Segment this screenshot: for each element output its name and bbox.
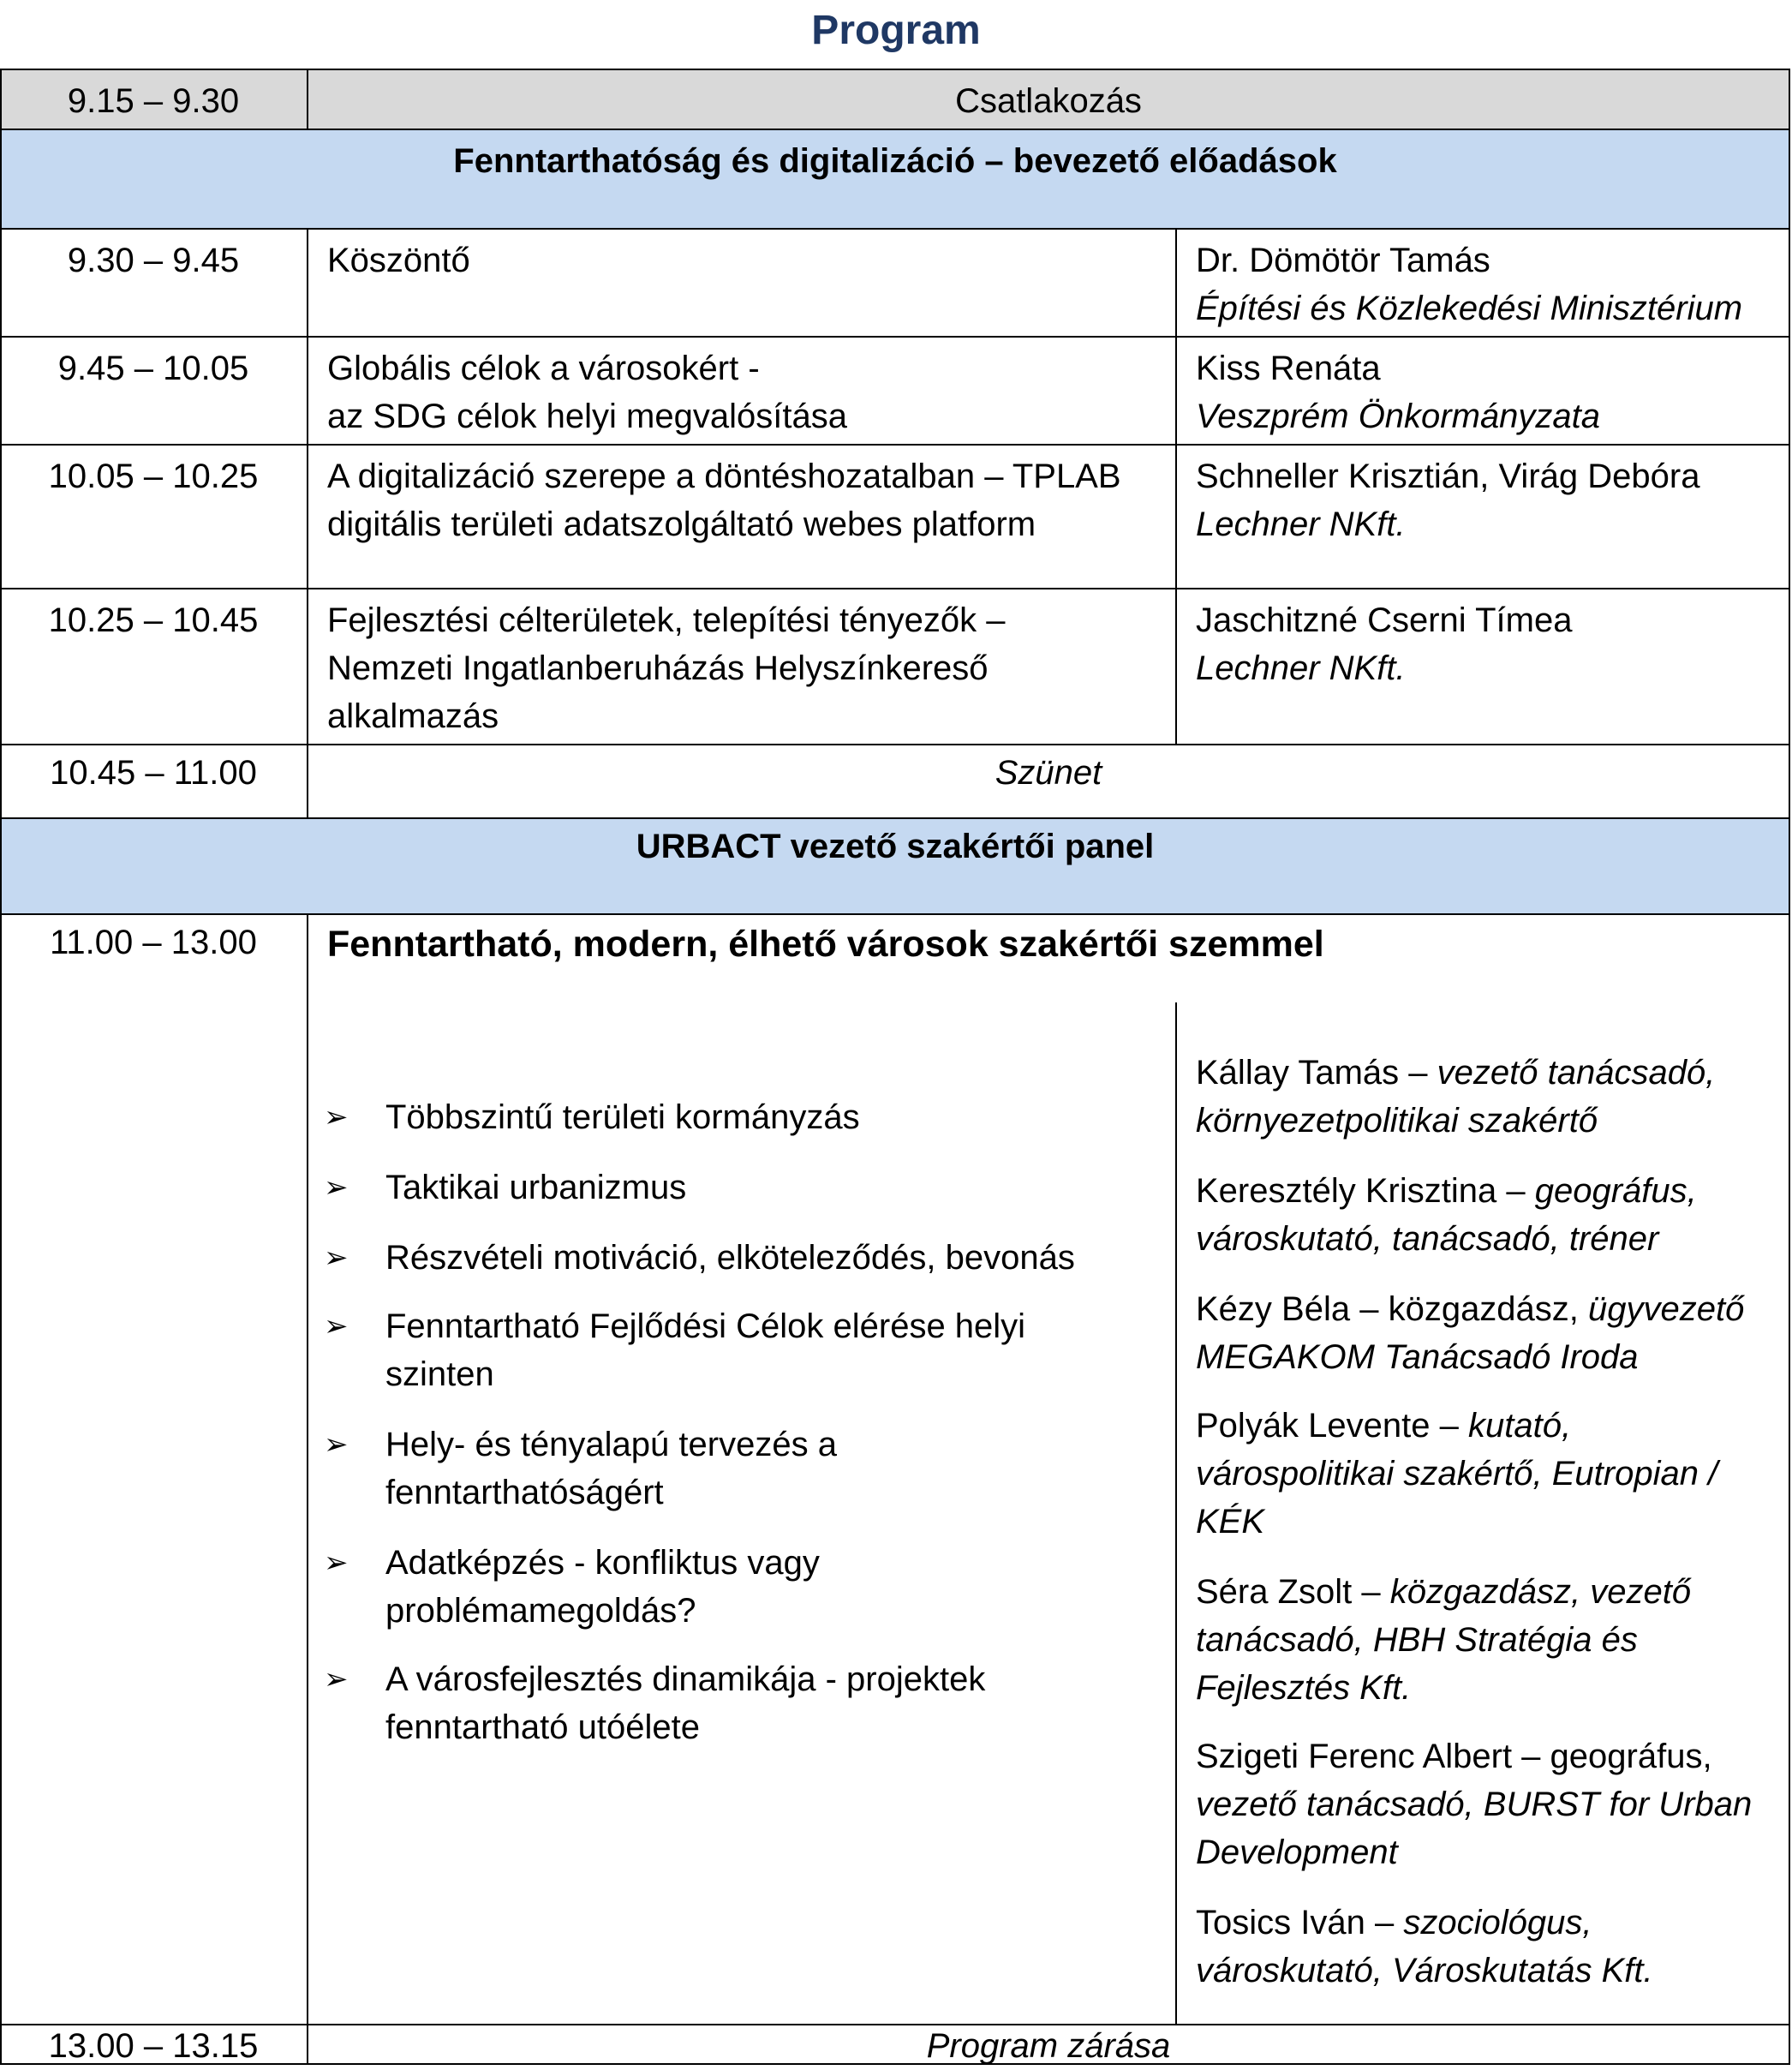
arrow-bullet-icon: ➢ <box>324 1101 349 1134</box>
topic-r4: Fejlesztési célterületek, telepítési tényezők – Nemzeti Ingatlanberuházás Helyszínkereső alkalmazás <box>327 601 1006 735</box>
expert-3: Kézy Béla – közgazdász, ügyvezető MEGAKOM Tanácsadó Iroda <box>1196 1290 1745 1376</box>
time-r4: 10.25 – 10.45 <box>48 601 259 639</box>
arrow-bullet-icon: ➢ <box>324 1547 349 1579</box>
expert-1: Kállay Tamás – vezető tanácsadó, környezetpolitikai szakértő <box>1196 1054 1716 1140</box>
time-break: 10.45 – 11.00 <box>50 754 257 792</box>
arrow-bullet-icon: ➢ <box>324 1428 349 1461</box>
time-r1: 9.30 – 9.45 <box>67 242 240 279</box>
arrow-bullet-icon: ➢ <box>324 1663 349 1696</box>
section-title-1: Fenntarthatóság és digitalizáció – bevezető előadások <box>453 142 1337 180</box>
section-title-2: URBACT vezető szakértői panel <box>636 828 1155 865</box>
expert-7: Tosics Iván – szociológus, városkutató, Városkutatás Kft. <box>1196 1904 1653 1989</box>
page-title: Program <box>811 8 981 53</box>
time-closing: 13.00 – 13.15 <box>48 2027 259 2065</box>
speaker-r4: Jaschitzné Cserni Tímea Lechner NKft. <box>1196 601 1573 687</box>
arrow-bullet-icon: ➢ <box>324 1171 349 1204</box>
time-join: 9.15 – 9.30 <box>67 82 240 120</box>
time-r3: 10.05 – 10.25 <box>48 458 259 495</box>
expert-6: Szigeti Ferenc Albert – geográfus, vezető tanácsadó, BURST for Urban Development <box>1196 1738 1753 1871</box>
arrow-bullet-icon: ➢ <box>324 1241 349 1274</box>
expert-2: Keresztély Krisztina – geográfus, városkutató, tanácsadó, tréner <box>1196 1172 1697 1258</box>
speaker-r3: Schneller Krisztián, Virág Debóra Lechner NKft. <box>1196 458 1700 543</box>
expert-5: Séra Zsolt – közgazdász, vezető tanácsadó, HBH Stratégia és Fejlesztés Kft. <box>1196 1573 1692 1707</box>
topic-r2: Globális célok a városokért - az SDG célok helyi megvalósítása <box>327 350 847 435</box>
panel-heading: Fenntartható, modern, élhető városok szakértői szemmel <box>327 924 1324 965</box>
time-r2: 9.45 – 10.05 <box>57 350 249 387</box>
label-closing: Program zárása <box>926 2027 1171 2065</box>
topic-r1: Köszöntő <box>327 242 470 279</box>
speaker-r2: Kiss Renáta Veszprém Önkormányzata <box>1196 350 1601 435</box>
label-join: Csatlakozás <box>955 82 1142 120</box>
time-panel: 11.00 – 13.00 <box>50 924 257 961</box>
program-document: Program 9.15 – 9.30 Csatlakozás Fenntarthatóság és digitalizáció – bevezető előadások 9.30 – 9.45 Köszöntő Dr. Dömötör Tamás Építési és Közlekedési Minisztérium 9.45 – 10.05 Globális célok a városokért - az SDG célok helyi megvalósítása Kiss Renáta Veszprém Önkormányzata 10.05 – 10.25 A digitalizáció szerepe a döntéshozatalban – TPLAB digitális területi adatszolgáltató webes platform Schneller Krisztián, Virág Debóra Lechner NKft. 10.25 – 10.45 Fejlesztési célterületek, telepítési tényezők – Nemzeti Ingatlanberuházás Helyszínkereső alkalmazás Jaschitzné Cserni Tímea Lechner NKft. 10.45 – 11.00 Szünet URBACT vezető szakértői panel 11.00 – 13.00 Fenntartható, modern, élhető városok szakértői szemmel ➢ Többszintű területi kormányzás ➢ Taktikai urbanizmus ➢ Részvételi motiváció, elköteleződés, bevonás ➢ Fenntartható Fejlődési Célok elérése helyi szinten ➢ Hely- és tényalapú tervezés a fenntarthatóságért ➢ Adatképzés - konfliktus vagy problémamegoldás? ➢ A városfejlesztés dinamikája - projektek fenntartható utóélete Kállay Tamás – vezető tanácsadó, környezetpolitikai szakértő Keresztély Krisztina – geográfus, városkutató, tanácsadó, tréner Kézy Béla – közgazdász, ügyvezető MEGAKOM Tanácsadó Iroda Polyák Levente – kutató, várospolitikai szakértő, Eutropian / KÉK Séra Zsolt – közgazdász, vezető tanácsadó, HBH Stratégia és Fejlesztés Kft. Szigeti Ferenc Albert – geográfus, vezető tanácsadó, BURST for Urban Development Tosics Iván – szociológus, városkutató, Városkutatás Kft. 13.00 – 13.15 Program zárása <box>0 0 1792 2065</box>
label-break: Szünet <box>995 754 1102 792</box>
arrow-bullet-icon: ➢ <box>324 1310 349 1343</box>
expert-4: Polyák Levente – kutató, várospolitikai szakértő, Eutropian / KÉK <box>1196 1407 1718 1541</box>
speaker-r1: Dr. Dömötör Tamás Építési és Közlekedési Minisztérium <box>1196 242 1743 327</box>
topic-r3: A digitalizáció szerepe a döntéshozatalban – TPLAB digitális területi adatszolgáltató webes platform <box>327 458 1121 543</box>
